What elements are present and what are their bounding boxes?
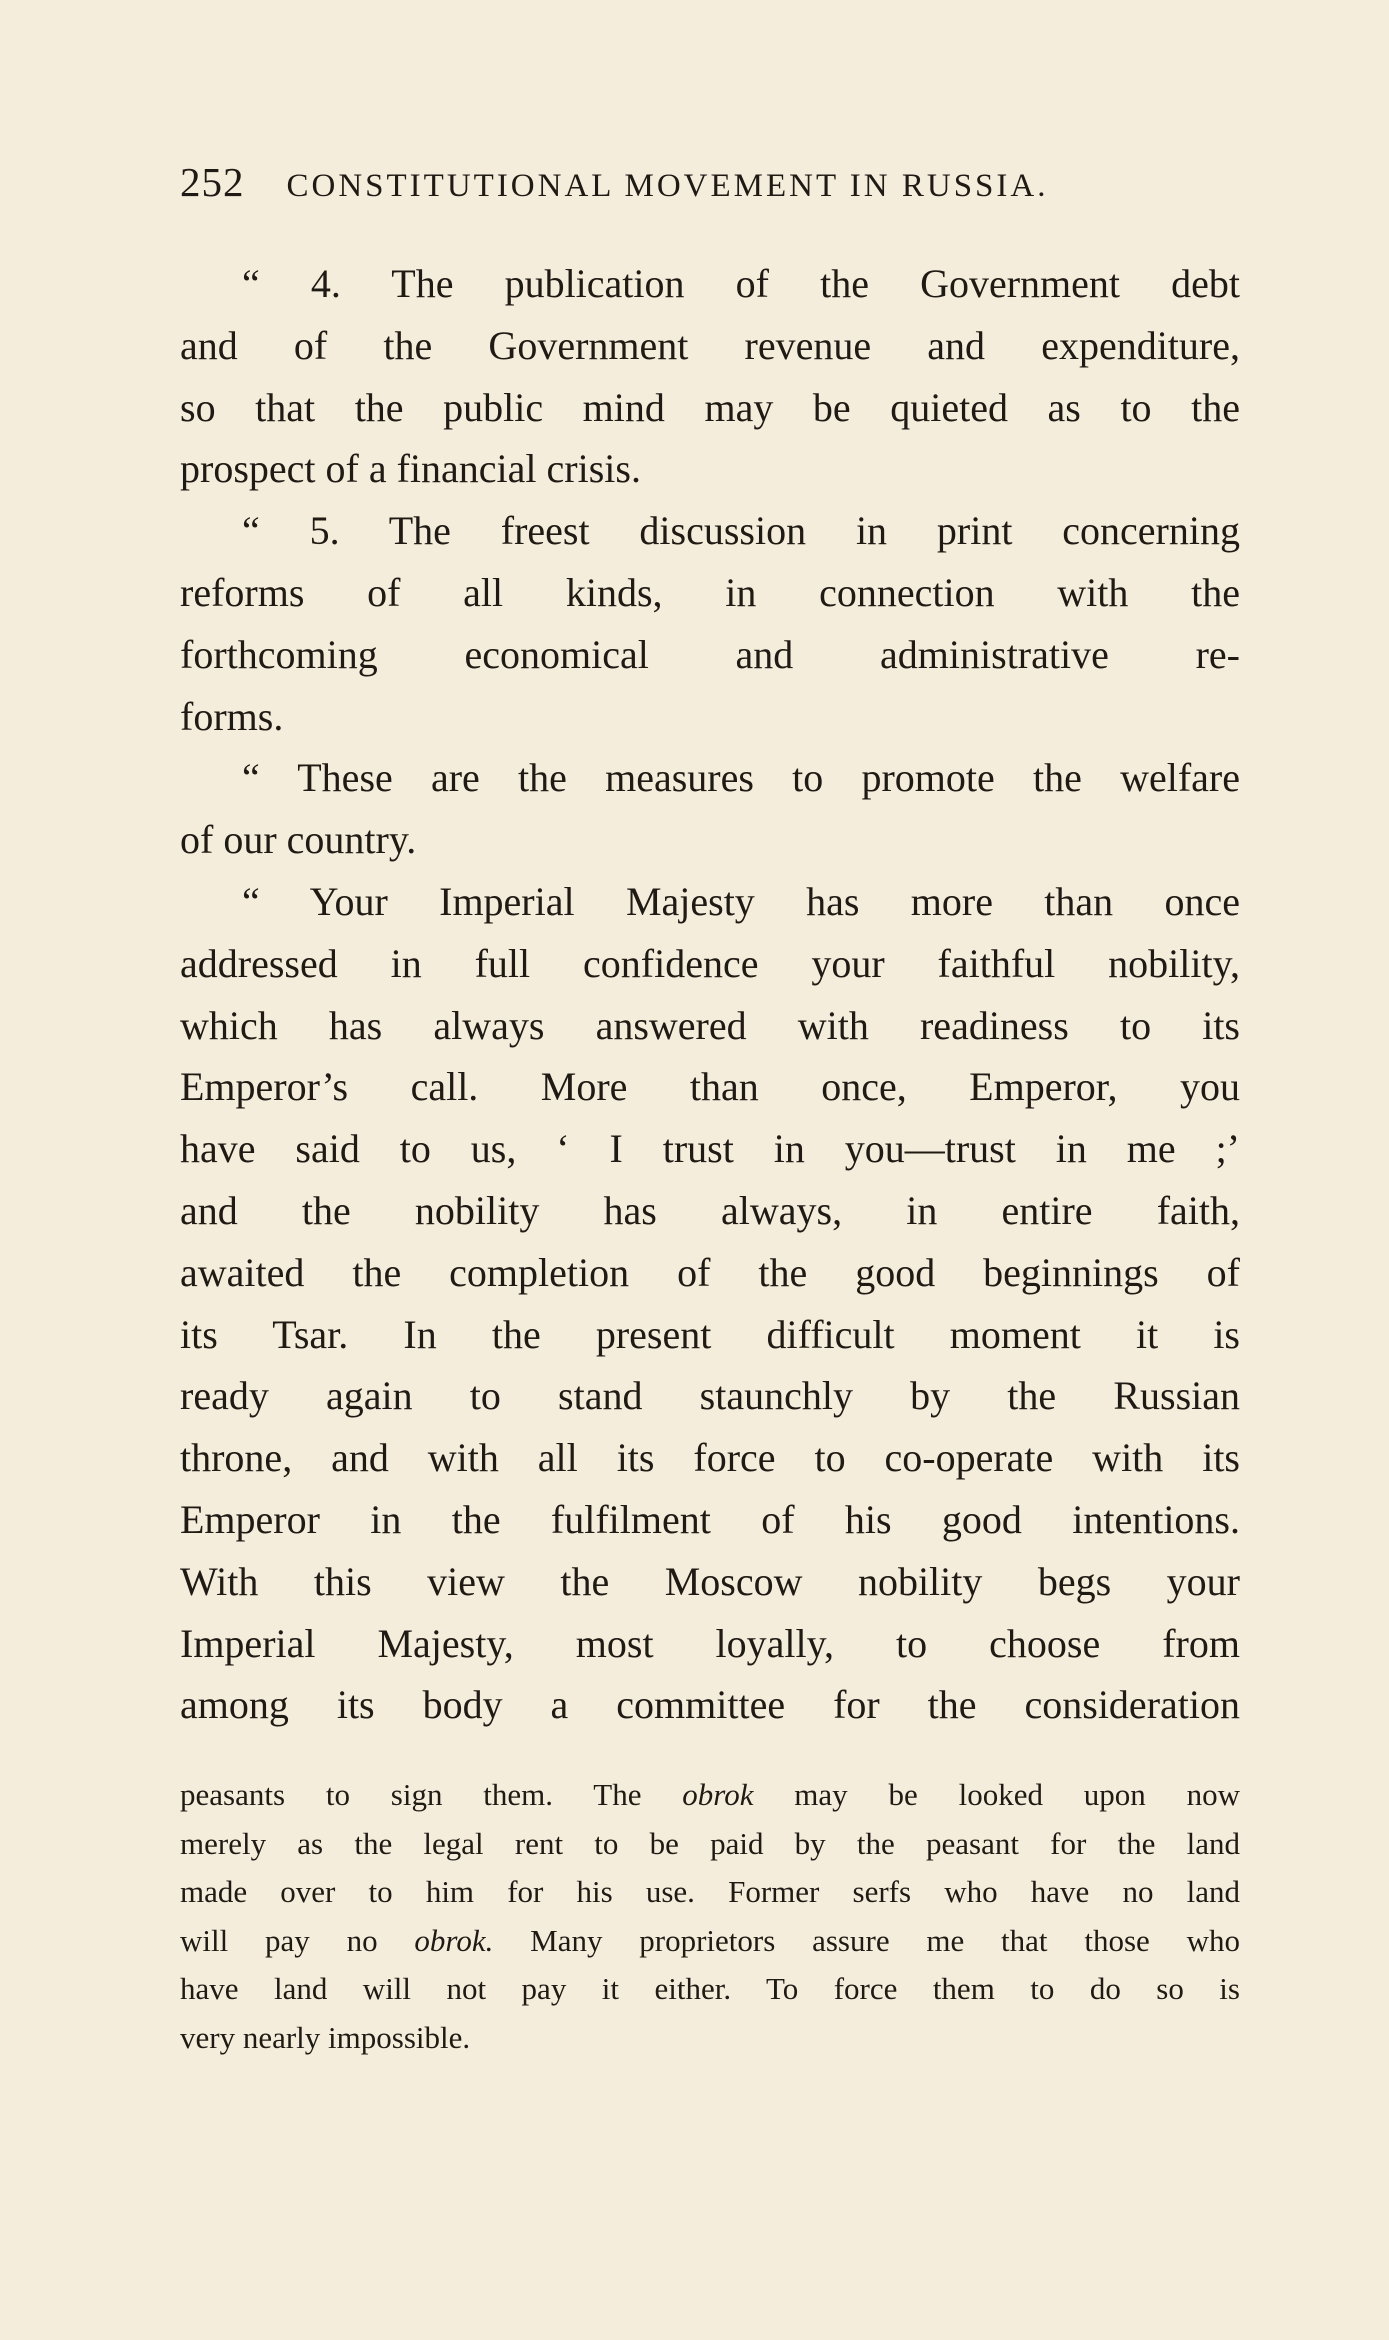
footnote-line: very nearly impossible. bbox=[180, 2019, 471, 2055]
page-number: 252 bbox=[180, 159, 245, 205]
text-line: addressed in full confidence your faithful nobility, bbox=[180, 940, 1240, 986]
text-line: and of the Government revenue and expenditure, bbox=[180, 322, 1240, 368]
footnote-italic-term: obrok bbox=[682, 1777, 754, 1812]
footnote-line bbox=[180, 1917, 1240, 1966]
footnote-line: made over to him for his use. Former serfs who have no land bbox=[180, 1874, 1240, 1910]
running-head bbox=[180, 158, 1240, 218]
text-line: of our country. bbox=[180, 817, 417, 863]
footnote-text: may be looked upon now bbox=[753, 1777, 1240, 1812]
text-line: “ Your Imperial Majesty has more than once bbox=[242, 878, 1240, 924]
text-line: ready again to stand staunchly by the Russian bbox=[180, 1373, 1240, 1419]
footnote-text: peasants to sign them. The bbox=[180, 1777, 683, 1812]
text-line: have said to us, ‘ I trust in you—trust in me ;’ bbox=[180, 1126, 1240, 1172]
footnote-text: Many proprietors assure me that those who bbox=[493, 1922, 1240, 1958]
text-line: “ 4. The publication of the Government debt bbox=[242, 261, 1240, 306]
text-line: among its body a committee for the consideration bbox=[180, 1682, 1240, 1728]
text-line: throne, and with all its force to co-operate with its bbox=[180, 1435, 1240, 1481]
footnote-line: merely as the legal rent to be paid by the peasant for the land bbox=[180, 1825, 1240, 1861]
running-title: CONSTITUTIONAL MOVEMENT IN RUSSIA. bbox=[286, 168, 1049, 204]
text-line: and the nobility has always, in entire faith, bbox=[180, 1187, 1240, 1233]
text-line: which has always answered with readiness to its bbox=[180, 1002, 1240, 1048]
text-line: “ These are the measures to promote the welfare bbox=[242, 755, 1240, 801]
text-line: reforms of all kinds, in connection with the bbox=[180, 569, 1240, 615]
body-text bbox=[180, 253, 1240, 1736]
text-line: its Tsar. In the present difficult moment it is bbox=[180, 1311, 1240, 1357]
text-line: Emperor in the fulfilment of his good intentions. bbox=[180, 1496, 1240, 1542]
footnote-italic-term: obrok. bbox=[414, 1922, 494, 1958]
text-line: awaited the completion of the good beginnings of bbox=[180, 1249, 1240, 1295]
text-line: forthcoming economical and administrative re- bbox=[180, 631, 1240, 677]
text-line: forms. bbox=[180, 693, 284, 739]
text-line: With this view the Moscow nobility begs your bbox=[180, 1558, 1240, 1604]
footnote-text: will pay no bbox=[180, 1922, 415, 1958]
text-line: so that the public mind may be quieted as to the bbox=[180, 384, 1240, 430]
text-line: Emperor’s call. More than once, Emperor, you bbox=[180, 1064, 1240, 1110]
footnote-line: have land will not pay it either. To force them to do so is bbox=[180, 1971, 1240, 2007]
text-line: Imperial Majesty, most loyally, to choose from bbox=[180, 1620, 1240, 1666]
text-line: prospect of a financial crisis. bbox=[180, 446, 641, 492]
text-line: “ 5. The freest discussion in print concerning bbox=[242, 508, 1240, 554]
footnote-line bbox=[180, 1771, 1240, 1820]
footnote bbox=[180, 1771, 1240, 2063]
